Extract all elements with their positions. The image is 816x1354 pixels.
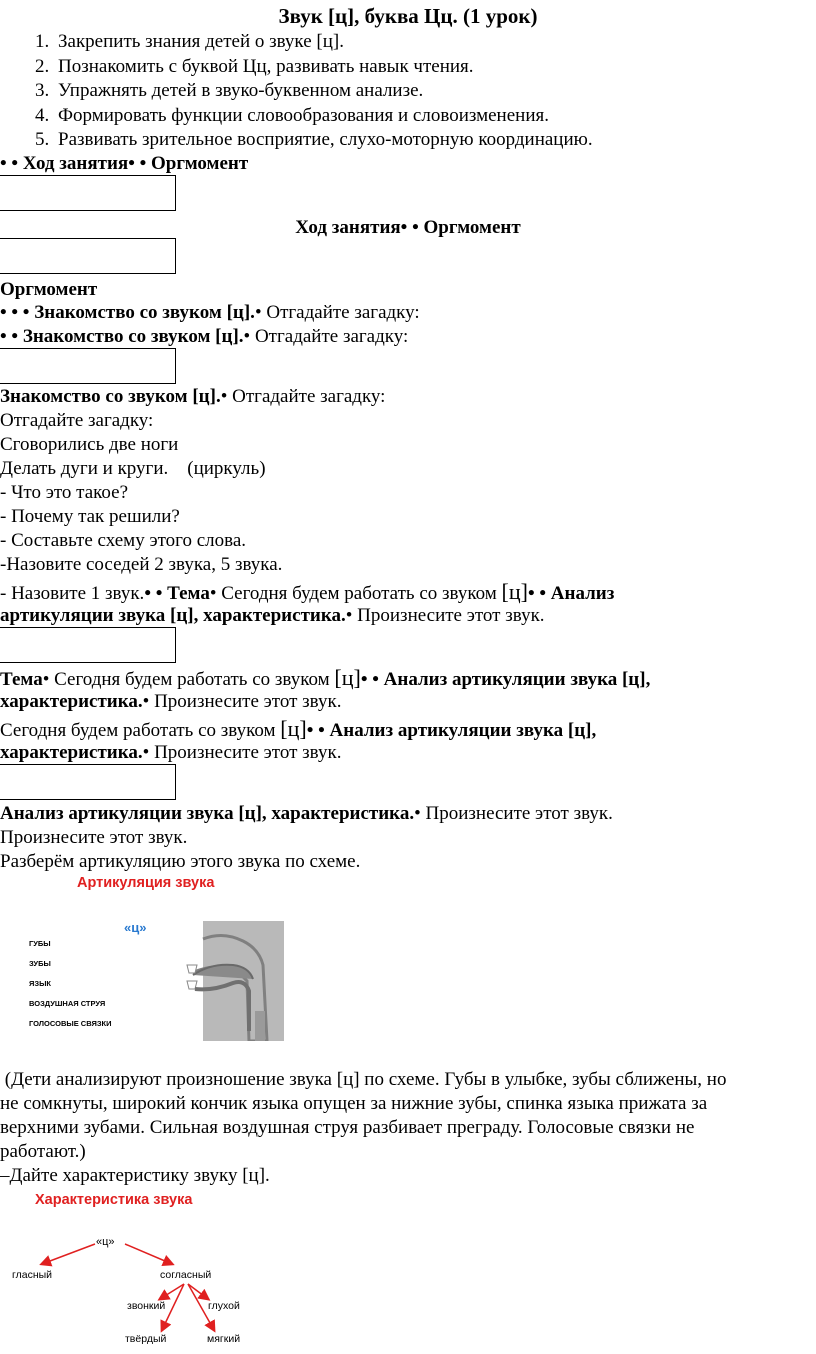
question-line (0, 580, 614, 606)
characteristic-soft: мягкий (207, 1333, 241, 1345)
empty-frame (0, 627, 176, 663)
articulation-figure-title: Артикуляция звука (77, 875, 215, 891)
tema-line (0, 717, 596, 743)
tema-text: Сегодня будем работать со звуком (221, 583, 502, 604)
sound-notation: [ц] (334, 665, 361, 690)
riddle-prompt: Отгадайте загадку: (266, 302, 420, 323)
question-line: - Почему так решили? (0, 506, 180, 527)
bullet-glyphs: • • (0, 153, 23, 174)
articulation-label-tongue: ЯЗЫК (29, 979, 52, 988)
hod-heading: Ход занятия (295, 217, 401, 238)
arrow-to-voiceless (188, 1284, 208, 1299)
empty-frame (0, 238, 176, 274)
instruction-line: Произнесите этот звук. (0, 827, 188, 848)
articulation-label-airflow: ВОЗДУШНАЯ СТРУЯ (29, 999, 106, 1008)
tema-line (0, 690, 341, 714)
bullet-glyphs: • • (527, 583, 551, 604)
arrow-to-consonant (125, 1244, 172, 1264)
bullet-glyphs: • • (400, 217, 424, 238)
bullet-glyphs: • (254, 302, 267, 323)
goal-item: 2. Познакомить с буквой Цц, развивать навык чтения. (54, 55, 593, 80)
znakomstvo-heading: Знакомство со звуком [ц]. (22, 326, 244, 347)
znakomstvo-line (0, 325, 408, 349)
analiz-line (0, 604, 545, 628)
characteristic-root: «ц» (96, 1236, 115, 1248)
riddle-line: Отгадайте загадку: (0, 410, 154, 431)
bullet-glyphs: • (220, 386, 233, 407)
znakomstvo-heading: Знакомство со звуком [ц]. (0, 386, 221, 407)
articulation-label-vocal-cords: ГОЛОСОВЫЕ СВЯЗКИ (29, 1019, 112, 1028)
riddle-prompt: Отгадайте загадку: (254, 326, 409, 347)
riddle-line: Делать дуги и круги. (циркуль) (0, 458, 266, 479)
bullet-glyphs: • (42, 669, 55, 690)
analiz-heading: Анализ артикуляции звука [ц], (329, 720, 597, 741)
instruction-line: Разберём артикуляцию этого звука по схеме. (0, 851, 361, 872)
tema-text: Сегодня будем работать со звуком (0, 720, 281, 741)
goals-list (22, 30, 593, 153)
articulation-label-lips: ГУБЫ (29, 939, 51, 948)
bullet-glyphs: • • (128, 153, 151, 174)
section-line-hod-centered (0, 216, 816, 240)
sound-notation: [ц] (501, 579, 528, 604)
znakomstvo-line (0, 385, 385, 409)
empty-frame (0, 348, 176, 384)
characteristic-voiced: звонкий (127, 1300, 166, 1312)
tema-text: Сегодня будем работать со звуком (54, 669, 335, 690)
instruction-line: –Дайте характеристику звуку [ц]. (0, 1165, 270, 1186)
question-text: - Назовите 1 звук. (0, 583, 145, 604)
bullet-glyphs: • • (360, 669, 384, 690)
sound-notation: [ц] (280, 716, 307, 741)
bullet-glyphs: • (345, 605, 358, 626)
explanation-line: работают.) (0, 1141, 86, 1162)
bullet-glyphs: • (243, 326, 255, 347)
empty-frame (0, 764, 176, 800)
analiz-heading: Анализ (550, 583, 615, 604)
tema-line (0, 666, 650, 692)
empty-frame (0, 175, 176, 211)
characteristic-voiceless: глухой (208, 1300, 240, 1312)
orgmoment-heading: Оргмомент (0, 279, 98, 300)
analiz-heading: артикуляции звука [ц], характеристика. (0, 605, 346, 626)
analiz-heading: Анализ артикуляции звука [ц], (383, 669, 651, 690)
tema-line (0, 741, 341, 765)
hod-heading: Ход занятия (22, 153, 129, 174)
question-line: - Что это такое? (0, 482, 129, 503)
goal-item: 4. Формировать функции словообразования и словоизменения. (54, 104, 593, 129)
bullet-glyphs: • • • (0, 302, 35, 323)
characteristic-consonant: согласный (160, 1269, 212, 1281)
analiz-line (0, 802, 613, 826)
riddle-line: Сговорились две ноги (0, 434, 179, 455)
explanation-line: верхними зубами. Сильная воздушная струя разбивает преграду. Голосовые связки не (0, 1117, 695, 1138)
articulation-label-teeth: ЗУБЫ (29, 959, 51, 968)
znakomstvo-heading: Знакомство со звуком [ц]. (34, 302, 255, 323)
question-line: -Назовите соседей 2 звука, 5 звука. (0, 554, 283, 575)
analiz-heading: характеристика. (0, 691, 143, 712)
bullet-glyphs: • (142, 742, 155, 763)
orgmoment-heading: Оргмомент (151, 153, 249, 174)
goal-item: 1. Закрепить знания детей о звуке [ц]. (54, 30, 593, 55)
characteristic-figure-title: Характеристика звука (35, 1192, 193, 1208)
characteristic-hard: твёрдый (125, 1333, 167, 1345)
tema-heading: Тема (167, 583, 210, 604)
articulation-profile-image (163, 921, 284, 1041)
goal-item: 3. Упражнять детей в звуко-буквенном анализе. (54, 79, 593, 104)
explanation-line: (Дети анализируют произношение звука [ц] по схеме. Губы в улыбке, зубы сближены, но (0, 1069, 727, 1090)
bullet-glyphs: • • (144, 583, 168, 604)
riddle-prompt: Отгадайте загадку: (232, 386, 386, 407)
instruction-text: Произнесите этот звук. (154, 742, 342, 763)
instruction-text: Произнесите этот звук. (154, 691, 342, 712)
instruction-text: Произнесите этот звук. (357, 605, 545, 626)
characteristic-vowel: гласный (12, 1269, 53, 1281)
section-line-hod (0, 152, 248, 176)
bullet-glyphs: • (414, 803, 426, 824)
bullet-glyphs: • (209, 583, 222, 604)
arrow-to-vowel (42, 1244, 95, 1264)
bullet-glyphs: • • (306, 720, 330, 741)
analiz-heading: характеристика. (0, 742, 143, 763)
bullet-glyphs: • • (0, 326, 23, 347)
analiz-heading: Анализ артикуляции звука [ц], характеристика. (0, 803, 415, 824)
bullet-glyphs: • (142, 691, 155, 712)
orgmoment-heading: Оргмомент (423, 217, 521, 238)
page-title: Звук [ц], буква Цц. (1 урок) (278, 4, 538, 28)
goal-item: 5. Развивать зрительное восприятие, слухо-моторную координацию. (54, 128, 593, 153)
articulation-sound-label: «ц» (124, 920, 147, 935)
tema-heading: Тема (0, 669, 43, 690)
znakomstvo-line (0, 301, 420, 325)
question-line: - Составьте схему этого слова. (0, 530, 247, 551)
explanation-line: не сомкнуты, широкий кончик языка опущен за нижние зубы, спинка языка прижата за (0, 1093, 708, 1114)
instruction-text: Произнесите этот звук. (425, 803, 613, 824)
